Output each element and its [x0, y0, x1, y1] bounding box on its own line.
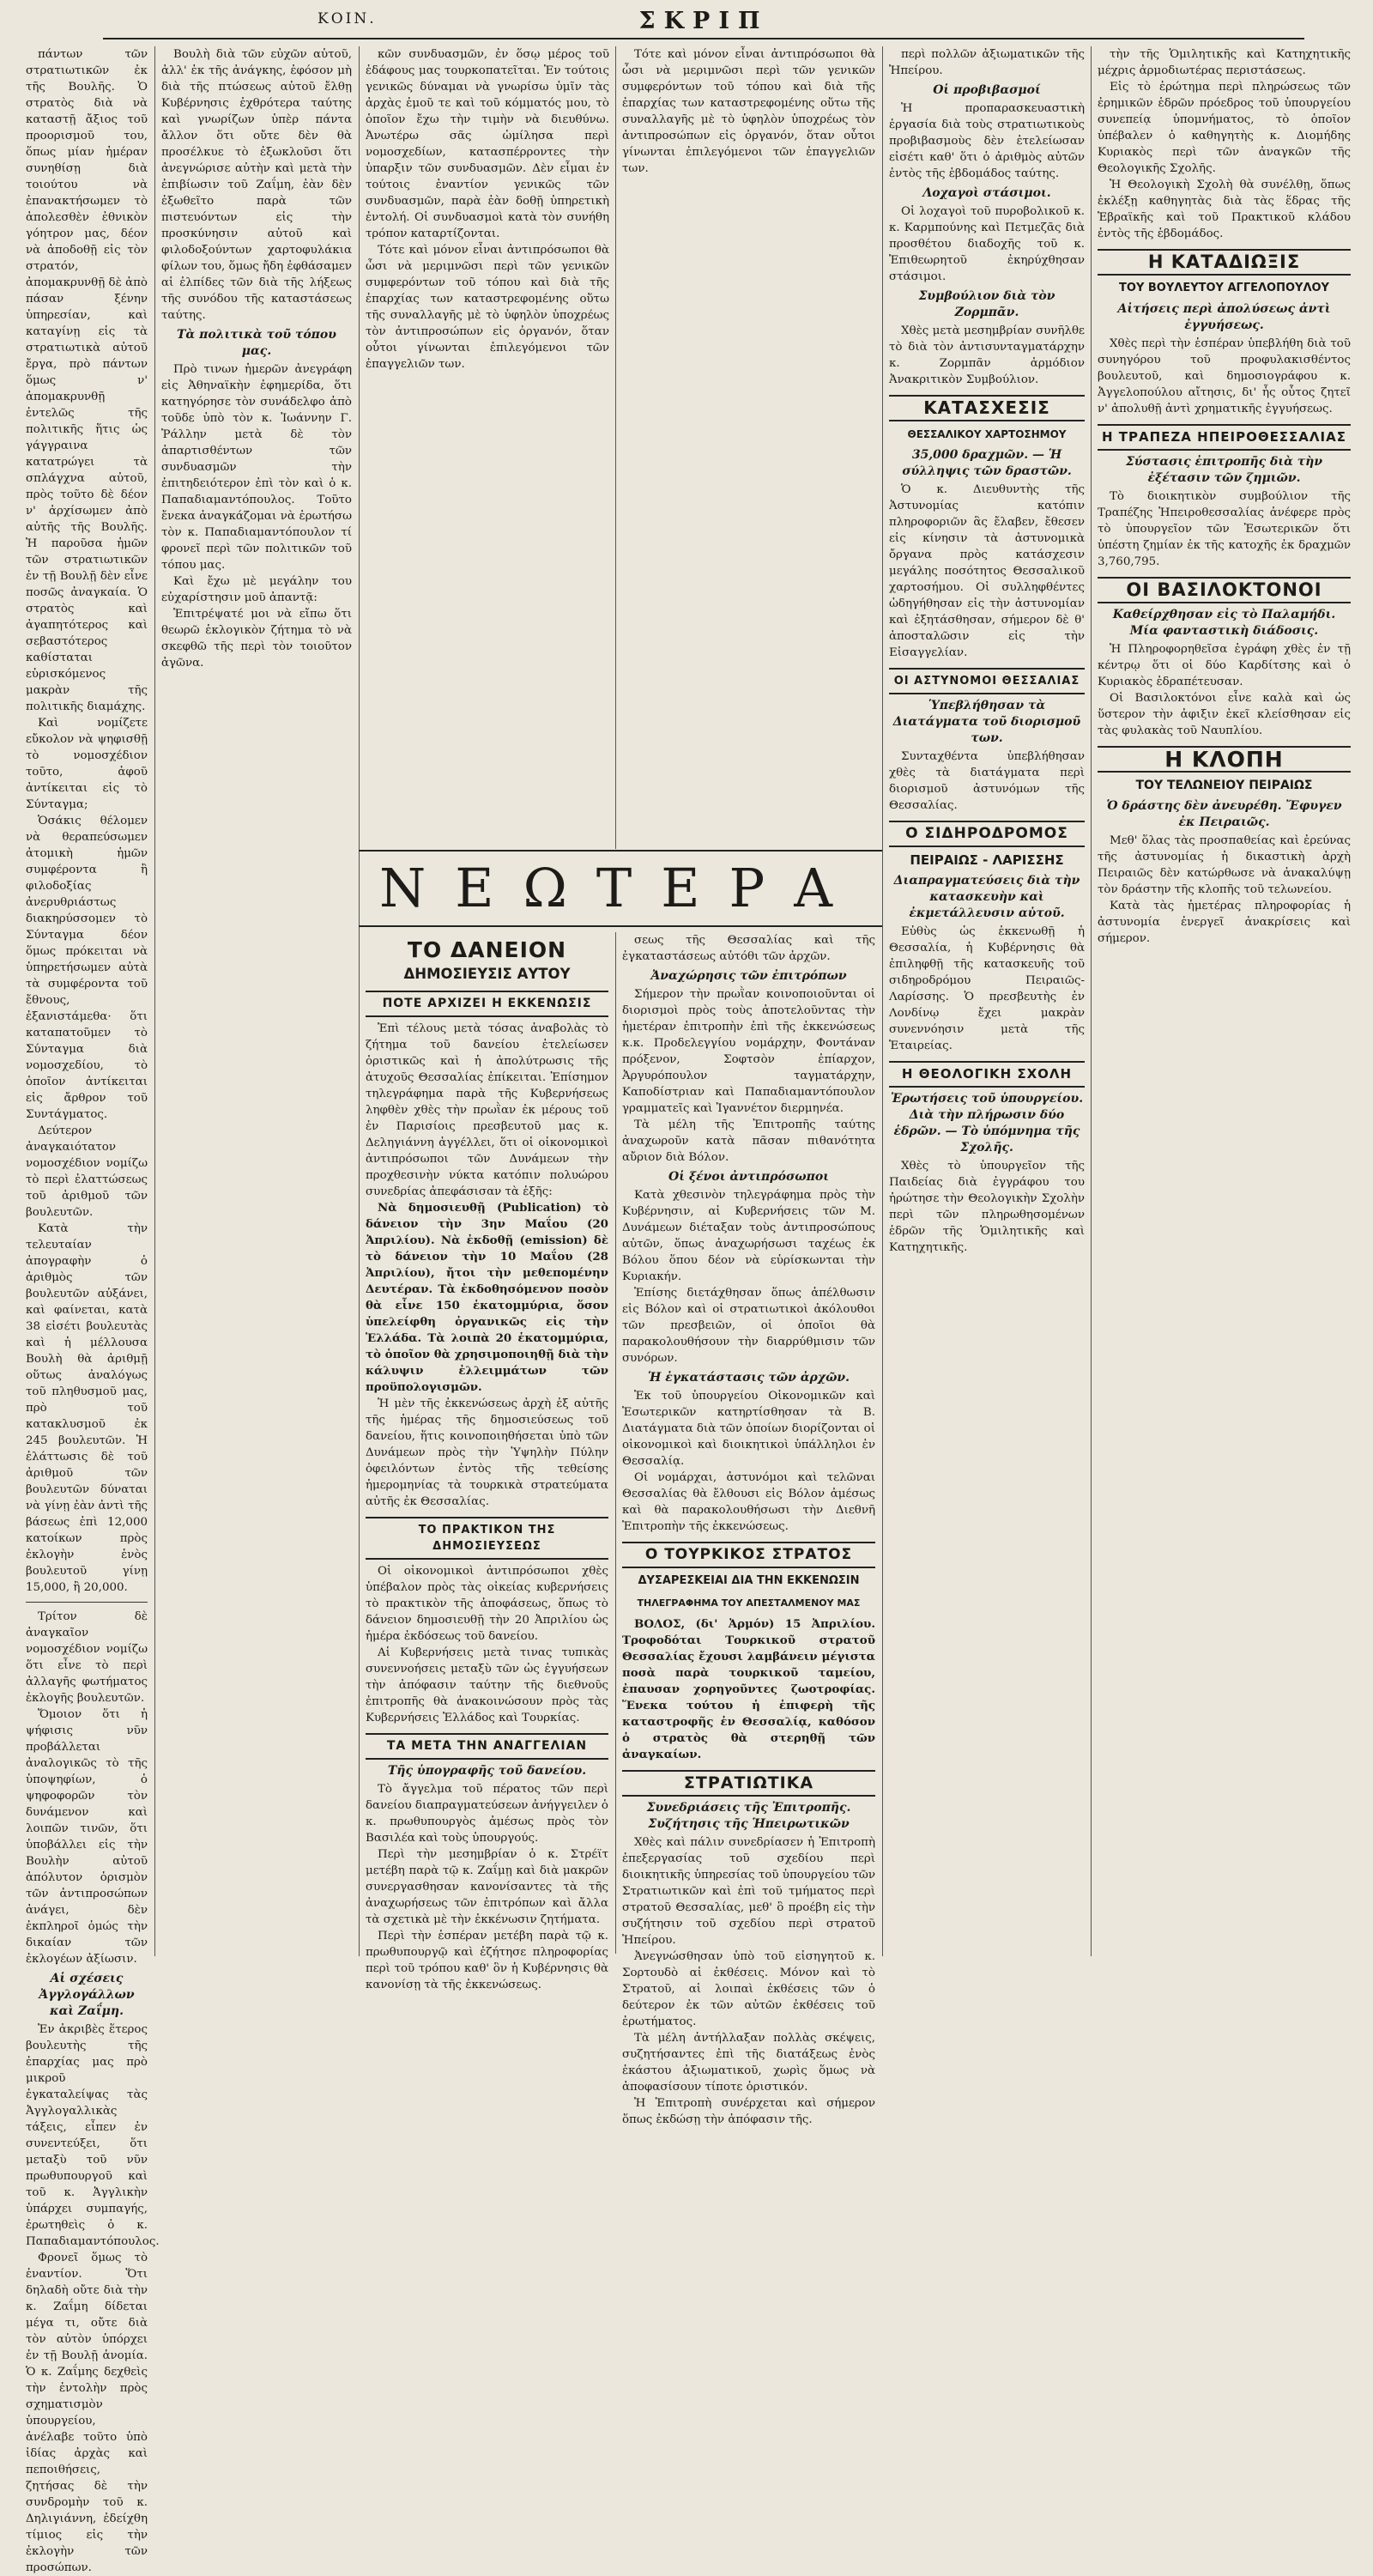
headline: ΤΟ ΔΑΝΕΙΟΝ [407, 937, 567, 962]
section-subheading: Αἰτήσεις περὶ ἀπολύσεως ἀντὶ ἐγγυήσεως. [1117, 302, 1331, 332]
paragraph: Τρίτον δὲ ἀναγκαῖον νομοσχέδιον νομίζω ὅτι εἶνε τὸ περὶ ἀλλαγῆς φωτήματος ἐκλογῆς βουλευτῶν. [26, 1610, 148, 1705]
paragraph: Εἰς τὸ ἐρώτημα περὶ πληρώσεως τῶν ἐρημικῶν ἑδρῶν πρόεδρος τοῦ ὑπουργείου συνεπείᾳ ὑπομνήματος, τὸ ὁποῖον ὑπέβαλεν ὁ καθηγητὴς κ. Διομήδης Κυριακὸς περὶ τῶν ἀναγκῶν τῆς Θεολογικῆς Σχολῆς. [1098, 81, 1351, 175]
paragraph: Οἱ Βασιλοκτόνοι εἶνε καλὰ καὶ ὡς ὕστερον τὴν ἀφιξιν ἐκεῖ κλείσθησαν εἰς τὰς φυλακὰς τοῦ Ναυπλίου. [1098, 692, 1351, 737]
paragraph: πάντων τῶν στρατιωτικῶν ἐκ τῆς Βουλῆς. Ὁ στρατὸς διὰ νὰ καταστῇ ἄξιος τοῦ προορισμοῦ του, ὅπως μίαν ἡμέραν συνηθίσῃ διὰ τοιούτου νὰ ἐπανακτήσωμεν τὸ ἀπολεσθὲν ἐθνικὸν γόητρον μας, δέον νὰ ἀποδοθῇ εἰς τὸν στρατόν, ἀπομακρυνθῇ δὲ ἀπὸ πάσαν ξένην ὑπηρεσίαν, καὶ καταγίνῃ εἰς τὰ στρατιωτικὰ αὐτοῦ ἔργα, πρὸ πάντων ὅμως ν' ἀπομακρυνθῇ ἐντελῶς τῆς πολιτικῆς ἥτις ὡς γάγγραινα κατατρώγει τὰ σπλάγχνα αὐτοῦ, πρὸς τοῦτο δὲ δέον ν' ἀρχίσωμεν ἀπὸ αὐτῆς τῆς Βουλῆς. Ἡ παροῦσα ἡμῶν τῶν στρατιωτικῶν ἐν τῇ Βουλῇ δὲν εἶνε ποσῶς ἀναγκαία. Ὁ στρατὸς καὶ ἀγαπητότερος καὶ σεβαστότερος καθίσταται εὑρισκόμενος μακρὰν τῆς πολιτικῆς διαμάχης. [26, 48, 148, 713]
paragraph: Χθὲς μετὰ μεσημβρίαν συνῆλθε τὸ διὰ τὸν ἀντισυνταγματάρχην κ. Ζορμπᾶν ἁρμόδιον Ἀνακριτικὸν Συμβούλιον. [889, 324, 1085, 386]
paragraph: Ὅμοιον ὅτι ἡ ψήφισις νῦν προβάλλεται ἀναλογικῶς τὸ τῆς ὑποψηφίων, ὁ ψηφοφορῶν τὸν δυνάμενον καὶ λοιπῶν τινῶν, ὅτι ὑποβάλλει εἰς τὴν Βουλὴν αὐτοῦ ἀπόλυτον ὁρισμὸν τῶν ἀντιπροσώπων ἀνάγει, δὲν ἐκπληροῖ ὁμώς τὴν δικαίαν τῶν ἐκλογέων ἀξίωσιν. [26, 1708, 148, 1966]
paragraph: Αἱ Κυβερνήσεις μετὰ τινας τυπικὰς συνεννοήσεις μεταξὺ τῶν ὡς ἐγγυήσεων τὴν ἀπόφασιν ταύτην τῆς διεθνοῦς ἐπιτροπῆς θὰ ἀνακοινώσουν πρὸς τὰς Κυβερνήσεις Ἑλλάδος καὶ Τουρκίας. [366, 1646, 608, 1724]
paragraph: Οἱ οἰκονομικοὶ ἀντιπρόσωποι χθὲς ὑπέβαλον πρὸς τὰς οἰκείας κυβερνήσεις τὸ πρακτικὸν τῆς ἀποφάσεως, ὅπως τὸ δάνειον δημοσιευθῇ τὴν 20 Ἀπριλίου ὡς ἡμέρα ἐκδόσεως τοῦ δανείου. [366, 1565, 608, 1643]
paragraph: Ἐκ τοῦ ὑπουργείου Οἰκονομικῶν καὶ Ἐσωτερικῶν κατηρτίσθησαν τὰ Β. Διατάγματα διὰ τῶν ὁποίων διορίζονται οἱ οἰκονομικοὶ καὶ διοικητικοὶ ὑπάλληλοι ἐν Θεσσαλίᾳ. [622, 1390, 875, 1468]
paragraph: Νὰ δημοσιευθῇ (Publication) τὸ δάνειον τὴν 3ην Μαΐου (20 Ἀπριλίου). Νὰ ἐκδοθῇ (emission) δὲ τὸ δάνειον τὴν 10 Μαΐου (28 Ἀπριλίου), ἤτοι τὴν μεθεπομένην Δευτέραν. Τὰ ἐκδοθησόμενον ποσὸν θὰ εἶνε 150 ἑκατομμύρια, ὅσον ὑπελείφθη ὀργανικῶς εἰς τὴν Ἑλλάδα. Τὰ λοιπὰ 20 ἑκατομμύρια, τὸ ὁποῖον θὰ χρησιμοποιηθῇ διὰ τὴν κάλυψιν ἐλλειμμάτων τῶν προϋπολογισμῶν. [366, 1201, 608, 1394]
column-3b [622, 46, 875, 849]
column-6 [1098, 46, 1351, 1956]
column-rule [615, 46, 616, 849]
divider [26, 1602, 148, 1603]
paragraph: Κατὰ χθεσινὸν τηλεγράφημα πρὸς τὴν Κυβέρνησιν, αἱ Κυβερνήσεις τῶν Μ. Δυνάμεων διέταξαν τοὺς ἀντιπροσώπους αὐτῶν, ὅπως ἀναχωρήσωσι ταχέως ἐκ Βόλου ὅπου δέον νὰ εὑρίσκωνται τὴν Κυριακήν. [622, 1189, 875, 1283]
section-subheading: Ὁ δράστης δὲν ἀνευρέθη. Ἔφυγεν ἐκ Πειραιῶς. [1106, 799, 1342, 829]
paragraph: Οἱ νομάρχαι, ἀστυνόμοι καὶ τελῶναι Θεσσαλίας θὰ ἔλθουσι εἰς Βόλον ἀμέσως καὶ θὰ παρακολουθήσωσι τὴν Διεθνῆ Ἐπιτροπὴν τῆς ἐκκενώσεως. [622, 1471, 875, 1533]
section-heading: ΤΟ ΠΡΑΚΤΙΚΟΝ ΤΗΣ ΔΗΜΟΣΙΕΥΣΕΩΣ [366, 1517, 608, 1560]
paragraph: Περὶ τὴν ἑσπέραν μετέβη παρὰ τῷ κ. πρωθυπουργῷ καὶ ἐζήτησε πληροφορίας περὶ τοῦ τρόπου καθ' ὃν ἡ Κυβέρνησις θὰ κανονίσῃ τὰ τῆς ἐκκενώσεως. [366, 1930, 608, 1991]
column-1 [26, 46, 160, 2574]
headline: Η ΘΕΟΛΟΓΙΚΗ ΣΧΟΛΗ [889, 1061, 1085, 1088]
paragraph: Ὁ κ. Διευθυντὴς τῆς Ἀστυνομίας κατόπιν πληροφοριῶν ἃς ἔλαβεν, ἔθεσεν εἰς κίνησιν τὰ ἀστυνομικὰ ὄργανα πρὸς κατάσχεσιν μεγάλης ποσότητος Θεσσαλικοῦ χαρτοσήμου. Οἱ συλληφθέντες ὡδηγήθησαν εἰς τὴν ἀστυνομίαν καὶ ἐξητάσθησαν, σήμερον δὲ θ' ἀποσταλῶσιν εἰς τὴν Εἰσαγγελίαν. [889, 483, 1085, 659]
subheadline: ΠΟΤΕ ΑΡΧΙΖΕΙ Η ΕΚΚΕΝΩΣΙΣ [366, 991, 608, 1017]
paragraph: Κατὰ τὴν τελευταίαν ἀπογραφὴν ὁ ἀριθμὸς τῶν βουλευτῶν αὐξάνει, καὶ φαίνεται, κατὰ 38 εἰσέτι βουλευτὰς καὶ ἡ μέλλουσα Βουλὴ θὰ ἀριθμῇ οὕτως ἀναλόγως τοῦ πληθυσμοῦ μας, πρὸ τοῦ κατακλυσμοῦ ἐκ 245 βουλευτῶν. Ἡ ἐλάττωσις δὲ τοῦ ἀριθμοῦ τῶν βουλευτῶν δύναται νὰ γίνῃ ἐὰν ἀντὶ τῆς βάσεως ἐπὶ 12,000 κατοίκων πρὸς ἐκλογὴν ἑνὸς βουλευτοῦ γίνῃ 15,000, ἢ 20,000. [26, 1222, 148, 1594]
column-4 [622, 932, 875, 2126]
paragraph: Τότε καὶ μόνον εἶναι ἀντιπρόσωποι θὰ ὦσι νὰ μεριμνῶσι περὶ τῶν γενικῶν συμφερόντων τοῦ τόπου καὶ διὰ τῆς ἐπαρχίας των καταστρεφομένης οὕτω τῆς συναλλαγῆς μὲ τὸ ὑφηλὸν ὑποχρέως τὸν ἀντιπροσώπων εἰς ὀργανόν, ὅταν οὗτοι γίνωνται ἐπιλεγόμενοι τῶν ἐπαγγελιῶν των. [366, 244, 609, 371]
column-2 [161, 46, 352, 849]
loan-column [366, 932, 608, 1991]
column-rule [882, 46, 883, 1956]
paragraph: Μεθ' ὅλας τὰς προσπαθείας καὶ ἐρεύνας τῆς ἀστυνομίας ἡ δικαστικὴ ἀρχὴ Πειραιῶς δὲν κατώρθωσε νὰ ἀνακαλύψῃ τὸν δράστην τῆς κλοπῆς τοῦ τελωνείου. [1098, 834, 1351, 896]
paragraph: Ἐν ἀκριβὲς ἕτερος βουλευτὴς τῆς ἐπαρχίας μας πρὸ μικροῦ ἐγκαταλείψας τὰς Ἀγγλογαλλικὰς τάξεις, εἶπεν ἐν συνεντεύξει, ὅτι μεταξὺ τοῦ νῦν πρωθυπουργοῦ καὶ τοῦ κ. Ἀγγλικὴν ὑπάρχει συμπαγής, ἐρωτηθεὶς ὁ κ. Παπαδιαμαντόπουλος. [26, 2023, 160, 2248]
masthead [103, 7, 1304, 39]
paragraph: τὴν τῆς Ὁμιλητικῆς καὶ Κατηχητικῆς μέχρις ἀρμοδιωτέρας περιστάσεως. [1098, 48, 1351, 77]
headline: ΟΙ ΒΑΣΙΛΟΚΤΟΝΟΙ [1098, 577, 1351, 603]
subheadline: ΠΕΙΡΑΙΩΣ - ΛΑΡΙΣΣΗΣ [910, 852, 1064, 868]
paragraph: Χθὲς καὶ πάλιν συνεδρίασεν ἡ Ἐπιτροπὴ ἐπεξεργασίας τοῦ σχεδίου περὶ διοικητικῆς ὑπηρεσίας τοῦ ὑπουργείου τῶν Στρατιωτικῶν καὶ ἐπὶ τοῦ τμήματος περὶ στρατοῦ Θεσσαλίας, μεθ' ὃ προέβη εἰς τὴν συζήτησιν τοῦ σχεδίου περὶ στρατοῦ Ἠπείρου. [622, 1836, 875, 1947]
column-3 [366, 46, 609, 849]
paragraph: Τὰ μέλη τῆς Ἐπιτροπῆς ταύτης ἀναχωροῦν κατὰ πᾶσαν πιθανότητα αὔριον διὰ Βόλον. [622, 1118, 875, 1164]
headline: Η ΚΛΟΠΗ [1098, 746, 1351, 773]
headline: Η ΚΑΤΑΔΙΩΞΙΣ [1098, 249, 1351, 276]
paragraph: Ἡ μὲν τῆς ἐκκενώσεως ἀρχὴ ἐξ αὐτῆς τῆς ἡμέρας τῆς δημοσιεύσεως τοῦ δανείου, ἥτις κοινοποιηθήσεται ὑπὸ τῶν Δυνάμεων πρὸς τὴν Ὑψηλὴν Πύλην ὀφειλόντων ἐντὸς τῆς τεθείσης ἡμερομηνίας τὰ τουρκικὰ στρατεύματα αὐτῆς ἐκ Θεσσαλίας. [366, 1397, 608, 1508]
section-heading: Τὰ πολιτικὰ τοῦ τόπου μας. [177, 328, 336, 358]
paragraph: κῶν συνδυασμῶν, ἐν ὅσῳ μέρος τοῦ ἐδάφους μας τουρκοπατεῖται. Ἐν τούτοις γενικῶς δύναμαι νὰ γνωρίσω ὑμῖν τὰς ἀρχὰς ἐμοῦ τε καὶ τοῦ κόμματός μου, τὸ ὁποῖον ἔχω τὴν τιμὴν νὰ διευθύνω. Ἀνωτέρω σᾶς ὡμίλησα περὶ νομοσχεδίων, κατασπέρροντες τὴν ὑπαρξιν τῶν συνδυασμῶν. Δὲν εἶμαι ἐν τούτοις ἐναντίον γενικῶς τῶν συνδυασμῶν, παρὰ ἐὰν δοθῇ ὑπηρετικὴ ἐντολή. Οἱ συνδυασμοὶ κατὰ τὸν συνήθη τρόπον καταρτίζονται. [366, 48, 609, 240]
paragraph: Χθὲς τὸ ὑπουργεῖον τῆς Παιδείας διὰ ἐγγράφου του ἠρώτησε τὴν Θεολογικὴν Σχολὴν περὶ τῶν πληρωθησομένων ἑδρῶν τῆς Ὁμιλητικῆς καὶ Κατηχητικῆς. [889, 1160, 1085, 1254]
paragraph: Ἡ προπαρασκευαστικὴ ἐργασία διὰ τοὺς στρατιωτικοὺς προβιβασμοὺς δὲν ἐτελείωσαν εἰσέτι καθ' ὅτι ὁ ἀριθμὸς αὐτῶν ἐντὸς τῆς ἑβδομάδος ταύτης. [889, 102, 1085, 180]
paragraph: περὶ πολλῶν ἀξιωματικῶν τῆς Ἠπείρου. [889, 48, 1085, 77]
paragraph: Τότε καὶ μόνον εἶναι ἀντιπρόσωποι θὰ ὦσι νὰ μεριμνῶσι περὶ τῶν γενικῶν συμφερόντων τοῦ τόπου καὶ διὰ τῆς ἐπαρχίας των καταστρεφομένης οὕτω τῆς συναλλαγῆς μὲ τὸ ὑφηλὸν ὑποχρέως τὸν ἀντιπροσώπων εἰς ὀργανόν, ὅταν οὗτοι γίνωνται ἐπιλεγόμενοι τῶν ἐπαγγελιῶν των. [622, 48, 875, 175]
section-heading: Οἱ προβιβασμοί [933, 83, 1041, 97]
headline: ΟΙ ΑΣΤΥΝΟΜΟΙ ΘΕΣΣΑΛΙΑΣ [889, 668, 1085, 694]
neotera-banner: ΝΕΩΤΕΡΑ [378, 857, 862, 919]
paragraph: Ἡ Πληροφορηθεῖσα ἐγράφη χθὲς ἐν τῇ κέντρῳ ὅτι οἱ δύο Καρδίτσης καὶ ὁ Κυριακὸς ἐδραπέτευσαν. [1098, 643, 1351, 688]
headline: ΣΤΡΑΤΙΩΤΙΚΑ [622, 1770, 875, 1797]
column-rule [1091, 46, 1092, 1956]
page-marker: ΚΟΙΝ. [318, 10, 377, 27]
section-subheading: Καθείρχθησαν εἰς τὸ Παλαμήδι. Μία φανταστικὴ διάδοσις. [1112, 608, 1336, 638]
section-subheading: Τῆς ὑπογραφῆς τοῦ δανείου. [387, 1764, 587, 1778]
subheadline: ΘΕΣΣΑΛΙΚΟΥ ΧΑΡΤΟΣΗΜΟΥ [907, 428, 1067, 440]
paragraph: Χθὲς περὶ τὴν ἑσπέραν ὑπεβλήθη διὰ τοῦ συνηγόρου τοῦ προφυλακισθέντος βουλευτοῦ, καὶ δημοσιογράφου κ. Ἀγγελοπούλου αἴτησις, δι' ἧς οὗτος ζητεῖ ν' ἀπολυθῇ ἀντὶ χρηματικῆς ἐγγυήσεως. [1098, 337, 1351, 415]
paragraph: Συνταχθέντα ὑπεβλήθησαν χθὲς τὰ διατάγματα περὶ διορισμοῦ ἀστυνόμων τῆς Θεσσαλίας. [889, 750, 1085, 812]
section-heading: ΤΑ ΜΕΤΑ ΤΗΝ ΑΝΑΓΓΕΛΙΑΝ [366, 1733, 608, 1760]
headline: Ο ΣΙΔΗΡΟΔΡΟΜΟΣ [889, 821, 1085, 847]
headline: Ο ΤΟΥΡΚΙΚΟΣ ΣΤΡΑΤΟΣ [622, 1542, 875, 1568]
paragraph: Ἀνεγνώσθησαν ὑπὸ τοῦ εἰσηγητοῦ κ. Σορτουδὸ αἱ ἐκθέσεις. Μόνον καὶ τὸ Στρατοῦ, αἱ λοιπαὶ ἐκθέσεις τῶν ὁ δεύτερον ἐκ τῶν αὐτῶν ἐκθέσεις τοῦ ἐρωτήματος. [622, 1950, 875, 2028]
paragraph: Περὶ τὴν μεσημβρίαν ὁ κ. Στρέϊτ μετέβη παρὰ τῷ κ. Ζαΐμῃ καὶ διὰ μακρῶν συνεργασθησαν κανονίσαντες τὰ τῆς ἀναχωρήσεως τῶν ἐπιτρόπων καὶ ἄλλα τὰ σχετικὰ μὲ τὴν ἐκκένωσιν ζητήματα. [366, 1848, 608, 1926]
paragraph: Οἱ λοχαγοὶ τοῦ πυροβολικοῦ κ. κ. Καρμπούνης καὶ Πετμεζᾶς διὰ προσθέτου διαδοχῆς τοῦ κ. Ἐπιθεωρητοῦ ἐκηρύχθησαν στάσιμοι. [889, 205, 1085, 283]
paragraph: Φρονεῖ ὅμως τὸ ἐναντίον. Ὅτι δηλαδὴ οὔτε διὰ τὴν κ. Ζαΐμη δίδεται μέγα τι, οὔτε διὰ τὸν αὐτὸν ὑπόρχει ἐν τῇ Βουλῇ ἀνομία. Ὁ κ. Ζαΐμης δεχθεὶς τὴν ἐντολὴν πρὸς σχηματισμὸν ὑπουργείου, ἀνέλαβε τοῦτο ὑπὸ ἰδίας ἀρχὰς καὶ πεποιθήσεις, ζητήσας δὲ τὴν συνδρομὴν τοῦ κ. Δηλιγιάννη, ἐδείχθη τίμιος εἰς τὴν ἐκλογὴν τῶν προσώπων. [26, 2252, 148, 2574]
paragraph: Τὰ μέλη ἀντήλλαξαν πολλὰς σκέψεις, συζητήσαντες ἐπὶ τῆς διατάξεως ἐνὸς ἑκάστου ἀξιωματικοῦ, χωρὶς ὅμως νὰ ἀποφασίσουν τίποτε ὁριστικόν. [622, 2032, 875, 2094]
column-5 [889, 46, 1085, 1956]
section-heading: Συνεδριάσεις τῆς Ἐπιτροπῆς. Συζήτησις τῆς Ἡπειρωτικῶν [646, 1801, 851, 1831]
paragraph: Ἡ Ἐπιτροπὴ συνέρχεται καὶ σήμερον ὅπως ἐκδώσῃ τὴν ἀπόφασιν τῆς. [622, 2097, 875, 2126]
section-subheading: Διαπραγματεύσεις διὰ τὴν κατασκευὴν καὶ ἐκμετάλλευσιν αὐτοῦ. [893, 874, 1080, 920]
headline: Η ΤΡΑΠΕΖΑ ΗΠΕΙΡΟΘΕΣΣΑΛΙΑΣ [1098, 424, 1351, 451]
paragraph: Ὁσάκις θέλομεν νὰ θεραπεύσωμεν ἀτομικὴ ἡμῶν συμφέροντα ἢ φιλοδοξίας ἀνερυθριάστως διακηρύσσομεν τὸ Σύνταγμα δέον ὅμως πρόκειται νὰ ὑπηρετήσωμεν αὐτὰ τὰ συμφέροντα τοῦ ἔθνους, ἐξανιστάμεθα· ὅτι καταπατοῦμεν τὸ Σύνταγμα διὰ νομοσχεδίου, τὸ ὁποῖον ἀντίκειται εἰς ἄρθρον τοῦ Συντάγματος. [26, 815, 148, 1121]
section-subheading: 35,000 δραχμῶν. — Ἡ σύλληψις τῶν δραστῶν. [902, 448, 1072, 478]
paragraph: Πρὸ τινων ἡμερῶν ἀνεγράφη εἰς Ἀθηναϊκὴν ἐφημερίδα, ὅτι κατηγόρησε τὸν συνάδελφο ἀπὸ τοῦδε ὑπὸ τὸν κ. Ἰωάννην Γ. Ῥάλλην μετὰ δὲ τὸν ἀπαρτισθέντων τῶν συνδυασμῶν τὴν ἐπιτηδειότερον ἐπὶ τὸν καὶ ὁ κ. Παπαδιαμαντόπουλος. Τοῦτο ἔνεκα ἀναγκάζομαι νὰ ἐρωτήσω τὸν κ. Παπαδιαμαντόπουλον τί φρονεῖ περὶ τῶν πολιτικῶν τοῦ τόπου μας. [161, 363, 352, 572]
paragraph: Κατὰ τὰς ἡμετέρας πληροφορίας ἡ ἀστυνομία ἐνεργεῖ ἀνακρίσεις καὶ σήμερον. [1098, 900, 1351, 945]
newspaper-title: ΣΚΡΙΠ [638, 8, 769, 34]
column-rule [154, 46, 155, 1956]
paragraph: Καὶ ἔχω μὲ μεγάλην του εὐχαρίστησιν μοῦ ἀπαντᾷ: [161, 575, 352, 604]
paragraph: Βουλὴ διὰ τῶν εὐχῶν αὐτοῦ, ἀλλ' ἐκ τῆς ἀνάγκης, ἐφόσον μὴ διὰ τῆς πτώσεως αὐτοῦ ἔλθῃ Κυβέρνησις ἐχθρότερα ταύτης καὶ γνωρίζων ὑπὲρ πάντα ἄλλον ὅτι οὔτε δὲν θὰ προσέλκυε τὸ ἐξωκλοῦσι ὅτι ἀνεγνώρισε αὐτὴν καὶ μετὰ τὴν ἐπιβίωσιν τοῦ Ζαΐμη, ἐὰν δὲν ἐξωθεῖτο παρὰ τῶν πιστευόντων εἰς τὴν προσκύνησιν αὐτοῦ καὶ φιλοδοξούντων χαρτοφυλάκια φίλων του, ὅμως ἤδη ἐφθάσαμεν αἱ ἐλπίδες τῶν διὰ τῆς λήξεως τῆς συνόδου τῆς καταστάσεως ταύτης. [161, 48, 352, 322]
headline: ΚΑΤΑΣΧΕΣΙΣ [889, 395, 1085, 421]
banner-rule [359, 850, 882, 852]
paragraph: Εὐθὺς ὡς ἐκκενωθῇ ἡ Θεσσαλία, ἡ Κυβέρνησις θὰ ἐπιληφθῇ τῆς κατασκευῆς τοῦ σιδηροδρόμου Πειραιῶς-Λαρίσσης. Ὁ πρεσβευτὴς ἐν Λονδίνῳ ἔχει μακρὰν συνεννόησιν μετὰ τῆς Ἑταιρείας. [889, 925, 1085, 1052]
subheadline: ΔΥΣΑΡΕΣΚΕΙΑΙ ΔΙΑ ΤΗΝ ΕΚΚΕΝΩΣΙΝ [638, 1574, 860, 1587]
paragraph: Τὸ ἄγγελμα τοῦ πέρατος τῶν περὶ δανείου διαπραγματεύσεων ἀνήγγειλεν ὁ κ. πρωθυπουργὸς ἀμέσως πρὸς τὸν Βασιλέα καὶ τοὺς ὑπουργούς. [366, 1783, 608, 1845]
subheadline: ΤΟΥ ΒΟΥΛΕΥΤΟΥ ΑΓΓΕΛΟΠΟΥΛΟΥ [1119, 282, 1329, 294]
section-heading: Λοχαγοὶ στάσιμοι. [922, 186, 1051, 200]
paragraph: ΒΟΛΟΣ, (δι' Ἀρμόν) 15 Ἀπριλίου. Τροφοδόται Τουρκικοῦ στρατοῦ Θεσσαλίας ἔχουσι λαμβάνειν μέγιστα ποσὰ παρὰ τουρκικοῦ ταμείου, ἐπαυσαν χορηγοῦντες ζωοτροφίας. Ἕνεκα τούτου ἡ ἐπιφερὴ τῆς καταστροφῆς ἐν Θεσσαλίᾳ, καθόσον ὁ στρατὸς θὰ στερηθῇ τῶν ἀναγκαίων. [622, 1617, 875, 1761]
column-rule [615, 932, 616, 1954]
paragraph: Δεύτερον ἀναγκαιότατον νομοσχέδιον νομίζω τὸ περὶ ἐλαττώσεως τοῦ ἀριθμοῦ τῶν βουλευτῶν. [26, 1124, 148, 1219]
paragraph: Καὶ νομίζετε εὔκολον νὰ ψηφισθῇ τὸ νομοσχέδιον τοῦτο, ἀφοῦ ἀντίκειται εἰς τὸ Σύνταγμα; [26, 717, 148, 811]
paragraph: Σήμερον τὴν πρωῒαν κοινοποιοῦνται οἱ διορισμοὶ πρὸς τοὺς ἀποτελοῦντας τὴν ἡμετέραν ἐπιτροπὴν ἐπὶ τῆς ἐκκενώσεως κ.κ. Προδελεγγίου νομάρχην, Φοντάναν πρόξενον, Σοφτσὸν ἐπίαρχον, Ἀργυρόπουλον ταγματάρχην, Καποδίστριαν καὶ Παπαδιαμαντόπουλον γραμματεῖς καὶ Ἰγαννέτον διερμηνέα. [622, 988, 875, 1115]
section-heading: Ἀναχώρησις τῶν ἐπιτρόπων [650, 969, 847, 983]
section-heading: Οἱ ξένοι ἀντιπρόσωποι [668, 1170, 829, 1184]
section-heading: Ἡ ἐγκατάστασις τῶν ἀρχῶν. [648, 1371, 850, 1385]
subheadline: ΤΗΛΕΓΡΑΦΗΜΑ ΤΟΥ ΑΠΕΣΤΑΛΜΕΝΟΥ ΜΑΣ [637, 1597, 861, 1609]
column-rule [359, 46, 360, 1956]
paragraph: Ἐπίσης διετάχθησαν ὅπως ἀπέλθωσιν εἰς Βόλον καὶ οἱ στρατιωτικοὶ ἀκόλουθοι τῶν πρεσβειῶν, οἱ ὁποῖοι θὰ παρακολουθήσουν τὴν διαρρύθμισιν τῶν συνόρων. [622, 1287, 875, 1365]
paragraph: Ἐπὶ τέλους μετὰ τόσας ἀναβολὰς τὸ ζήτημα τοῦ δανείου ἐτελείωσεν ὁριστικῶς καὶ ἡ ἀπολύτρωσις τῆς ἀτυχοῦς Θεσσαλίας ἐπίκειται. Ἐπίσημον τηλεγράφημα παρὰ τῆς Κυβερνήσεως ληφθὲν χθὲς τὴν πρωῒαν ἐκ μέρους τοῦ ἐν Παρισίοις πρεσβευτοῦ μας κ. Δεληγιάννη ἀγγέλλει, ὅτι οἱ οἰκονομικοὶ ἀντιπρόσωποι τῶν Δυνάμεων τὴν προχθεσινὴν νύκτα κατόπιν πολυώρου συνεδρίας ἀπεφάσισαν τὰ ἑξῆς: [366, 1022, 608, 1198]
section-subheading: Ὑπεβλήθησαν τὰ Διατάγματα τοῦ διορισμοῦ των. [892, 699, 1081, 745]
section-heading: Συμβούλιον διὰ τὸν Ζορμπᾶν. [918, 289, 1055, 319]
paragraph: σεως τῆς Θεσσαλίας καὶ τῆς ἐγκαταστάσεως αὐτόθι τῶν ἀρχῶν. [622, 934, 875, 963]
paragraph: Ἐπιτρέψατέ μοι νὰ εἴπω ὅτι θεωρῶ ἐκλογικὸν ζήτημα τὸ νὰ σκεφθῶ τῆς περὶ τὸν τοιοῦτον ἀγῶνα. [161, 608, 352, 670]
section-heading: Αἱ σχέσεις Ἀγγλογάλλων καὶ Ζαΐμη. [39, 1972, 135, 2018]
banner-rule [359, 925, 882, 927]
paragraph: Ἡ Θεολογικὴ Σχολὴ θὰ συνέλθῃ, ὅπως ἐκλέξῃ καθηγητὰς διὰ τὰς ἕδρας τῆς Ἑβραϊκῆς καὶ τοῦ Πρακτικοῦ κλάδου ἐντὸς τῆς ἑβδομάδος. [1098, 179, 1351, 240]
subheadline: ΤΟΥ ΤΕΛΩΝΕΙΟΥ ΠΕΙΡΑΙΩΣ [1135, 779, 1313, 792]
section-subheading: Ἐρωτήσεις τοῦ ὑπουργείου. Διὰ τὴν πλήρωσιν δύο ἑδρῶν. — Τὸ ὑπόμνημα τῆς Σχολῆς. [890, 1092, 1084, 1155]
section-subheading: Σύστασις ἐπιτροπῆς διὰ τὴν ἐξέτασιν τῶν ζημιῶν. [1125, 455, 1323, 485]
paragraph: Τὸ διοικητικὸν συμβούλιον τῆς Τραπέζης Ἠπειροθεσσαλίας ἀνέφερε πρὸς τὸ ὑπουργεῖον τῶν Ἐσωτερικῶν ὅτι ὑπέστη ζημίαν ἐκ τῆς κατοχῆς ἐκ δραχμῶν 3,760,795. [1098, 490, 1351, 568]
subheadline: ΔΗΜΟΣΙΕΥΣΙΣ ΑΥΤΟΥ [403, 966, 571, 982]
